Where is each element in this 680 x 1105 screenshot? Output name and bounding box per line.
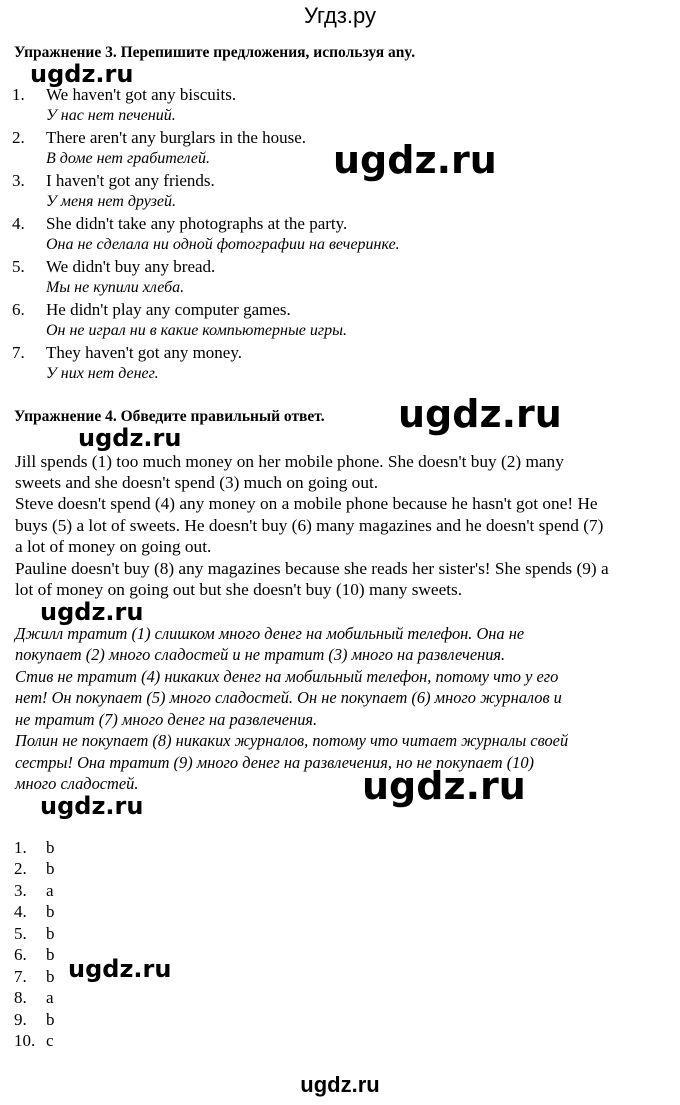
text-line: сестры! Она тратит (9) много денег на развлечения, но не покупает (10) xyxy=(15,753,535,772)
item-number: 3. xyxy=(12,171,25,190)
text-line: a lot of money on going out. xyxy=(15,537,212,556)
answer-value: a xyxy=(46,988,54,1007)
watermark: ugdz.ru xyxy=(30,60,134,88)
english-sentence: We haven't got any biscuits. xyxy=(46,85,237,104)
answer-number: 10. xyxy=(14,1031,36,1050)
english-sentence: There aren't any burglars in the house. xyxy=(46,128,307,147)
answer-value: b xyxy=(46,945,55,964)
answer-number: 8. xyxy=(14,988,27,1007)
text-line: sweets and she doesn't spend (3) much on going out. xyxy=(15,473,379,492)
watermark: ugdz.ru xyxy=(40,598,144,626)
text-line: Steve doesn't spend (4) any money on a mobile phone because he hasn't got one! He xyxy=(15,494,598,513)
english-sentence: I haven't got any friends. xyxy=(46,171,215,190)
exercise-3-heading: Упражнение 3. Перепишите предложения, используя any. xyxy=(14,44,416,61)
answer-value: b xyxy=(46,838,55,857)
russian-translation: У меня нет друзей. xyxy=(46,193,176,210)
text-line: lot of money on going out but she doesn't buy (10) many sweets. xyxy=(15,580,463,599)
english-sentence: He didn't play any computer games. xyxy=(46,300,291,319)
russian-translation: В доме нет грабителей. xyxy=(46,150,210,167)
answer-value: b xyxy=(46,859,55,878)
watermark: ugdz.ru xyxy=(68,955,172,983)
text-line: Полин не покупает (8) никаких журналов, потому что читает журналы своей xyxy=(15,731,569,750)
english-sentence: They haven't got any money. xyxy=(46,343,242,362)
watermark: ugdz.ru xyxy=(398,392,562,436)
english-sentence: She didn't take any photographs at the party. xyxy=(46,214,348,233)
site-footer: ugdz.ru xyxy=(300,1072,380,1097)
answer-value: b xyxy=(46,1010,55,1029)
text-line: не тратит (7) много денег на развлечения. xyxy=(15,710,318,729)
answer-number: 7. xyxy=(14,967,27,986)
watermark: ugdz.ru xyxy=(362,764,526,808)
site-header: Угдз.ру xyxy=(303,3,377,28)
english-sentence: We didn't buy any bread. xyxy=(46,257,216,276)
text-line: Jill spends (1) too much money on her mobile phone. She doesn't buy (2) many xyxy=(15,452,564,471)
russian-translation: Он не играл ни в какие компьютерные игры. xyxy=(46,322,347,339)
item-number: 7. xyxy=(12,343,25,362)
item-number: 5. xyxy=(12,257,25,276)
answer-number: 4. xyxy=(14,902,27,921)
answer-number: 5. xyxy=(14,924,27,943)
text-line: Джилл тратит (1) слишком много денег на мобильный телефон. Она не xyxy=(15,624,525,643)
answer-value: b xyxy=(46,967,55,986)
russian-translation: У нас нет печений. xyxy=(46,107,176,124)
text-line: много сладостей. xyxy=(15,774,139,793)
watermark: ugdz.ru xyxy=(78,424,182,452)
item-number: 4. xyxy=(12,214,25,233)
russian-translation: Мы не купили хлеба. xyxy=(46,279,185,296)
item-number: 2. xyxy=(12,128,25,147)
text-line: buys (5) a lot of sweets. He doesn't buy (6) many magazines and he doesn't spend (7) xyxy=(15,516,604,535)
text-line: нет! Он покупает (5) много сладостей. Он не покупает (6) много журналов и xyxy=(15,688,562,707)
watermark: ugdz.ru xyxy=(40,792,144,820)
russian-translation: У них нет денег. xyxy=(46,365,159,382)
answer-value: c xyxy=(46,1031,54,1050)
answer-number: 1. xyxy=(14,838,27,857)
text-line: Стив не тратит (4) никаких денег на мобильный телефон, потому что у его xyxy=(15,667,559,686)
answer-number: 6. xyxy=(14,945,27,964)
answer-value: b xyxy=(46,924,55,943)
answer-value: a xyxy=(46,881,54,900)
exercise-4-heading: Упражнение 4. Обведите правильный ответ. xyxy=(14,408,325,425)
answer-number: 2. xyxy=(14,859,27,878)
text-line: покупает (2) много сладостей и не тратит (3) много на развлечения. xyxy=(15,645,506,664)
text-line: Pauline doesn't buy (8) any magazines because she reads her sister's! She spends (9) a xyxy=(15,559,609,578)
watermark: ugdz.ru xyxy=(333,138,497,182)
answer-number: 3. xyxy=(14,881,27,900)
answer-value: b xyxy=(46,902,55,921)
answer-number: 9. xyxy=(14,1010,27,1029)
item-number: 6. xyxy=(12,300,25,319)
item-number: 1. xyxy=(12,85,25,104)
russian-translation: Она не сделала ни одной фотографии на вечеринке. xyxy=(46,236,400,253)
